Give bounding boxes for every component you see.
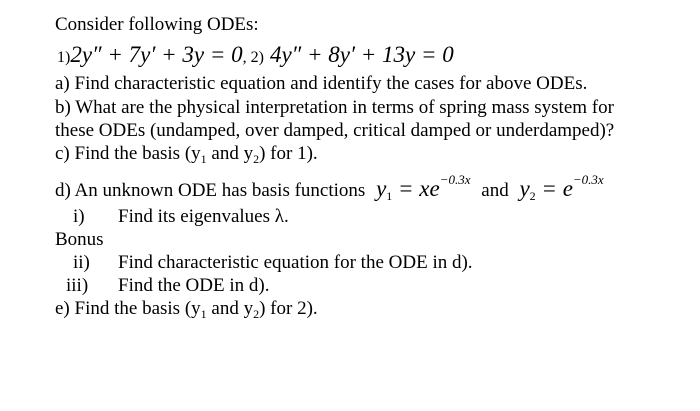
c-sub-1: 1 — [200, 152, 207, 166]
question-d-ii — [73, 252, 473, 274]
y2-exp: −0.3x — [572, 172, 604, 187]
question-d-i — [73, 206, 289, 228]
question-d-iii — [66, 275, 269, 297]
ode-2-number: 2) — [250, 49, 264, 66]
ode-2: 4y″ + 8y′ + 13y = 0 — [269, 42, 454, 67]
bonus-label: Bonus — [55, 229, 104, 250]
e-text-mid: and y — [206, 298, 254, 319]
question-b-line2: these ODEs (undamped, over damped, critical damped or underdamped)? — [55, 120, 615, 141]
y2-var: y — [519, 176, 530, 201]
y2-rhs: = e — [535, 176, 573, 201]
y1-rhs: = xe — [392, 176, 440, 201]
basis-y2 — [519, 172, 604, 203]
c-text-post: ) for 1). — [259, 143, 318, 164]
e-text-pre: e) Find the basis (y — [55, 298, 201, 319]
heading: Consider following ODEs: — [55, 14, 259, 35]
y1-sub: 1 — [386, 189, 393, 203]
e-text-post: ) for 2). — [259, 298, 318, 319]
d-i-number: i) — [73, 206, 85, 227]
d-text: d) An unknown ODE has basis functions — [55, 180, 366, 201]
c-sub-2: 2 — [253, 152, 260, 166]
d-i-text: Find its eigenvalues λ. — [118, 206, 289, 227]
d-iii-text: Find the ODE in d). — [118, 275, 270, 296]
question-a: a) Find characteristic equation and identify the cases for above ODEs. — [55, 73, 588, 94]
e-sub-1: 1 — [200, 307, 207, 321]
e-sub-2: 2 — [253, 307, 260, 321]
y1-exp: −0.3x — [439, 172, 471, 187]
y1-var: y — [376, 176, 387, 201]
y2-sub: 2 — [529, 189, 536, 203]
d-iii-number: iii) — [66, 275, 89, 296]
question-d — [55, 172, 604, 206]
ode-1: 2y″ + 7y′ + 3y = 0 — [70, 42, 243, 67]
ode-equations — [57, 41, 454, 72]
question-e — [55, 298, 318, 321]
question-c — [55, 143, 318, 166]
c-text-pre: c) Find the basis (y — [55, 143, 201, 164]
ode-1-number: 1) — [57, 49, 71, 66]
c-text-mid: and y — [206, 143, 254, 164]
separator: , — [242, 49, 247, 66]
d-and: and — [481, 180, 509, 201]
basis-y1 — [376, 172, 471, 203]
question-b-line1: b) What are the physical interpretation in terms of spring mass system for — [55, 97, 614, 118]
d-ii-text: Find characteristic equation for the ODE in d). — [118, 252, 473, 273]
d-ii-number: ii) — [73, 252, 90, 273]
